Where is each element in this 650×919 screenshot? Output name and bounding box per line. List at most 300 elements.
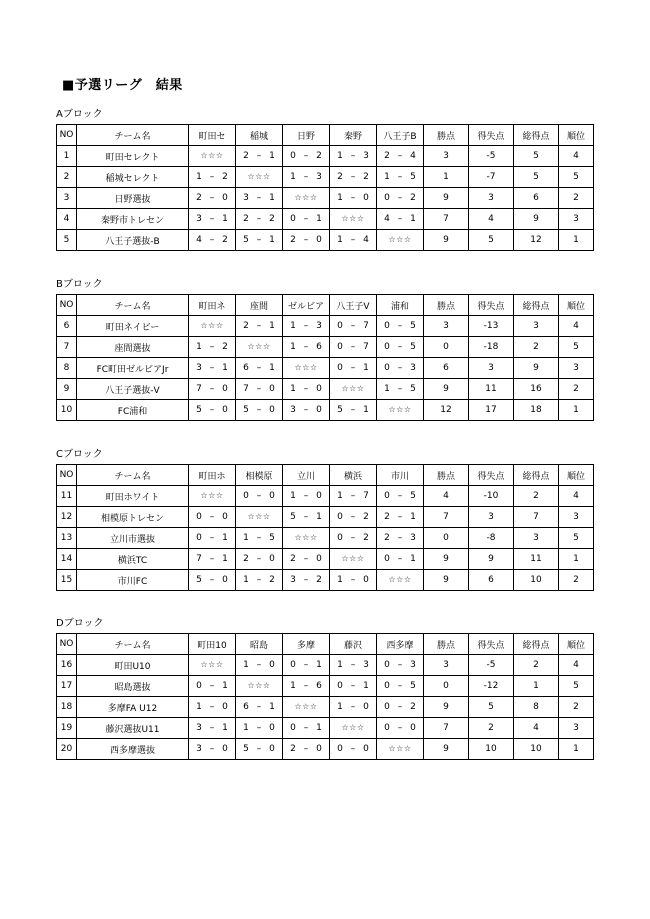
goals-for-cell: 11 — [514, 549, 559, 570]
match-score-cell — [330, 400, 377, 421]
goal-diff-cell: 3 — [469, 358, 514, 379]
header-opponent: 日野 — [283, 125, 330, 146]
header-opponent: 横浜 — [330, 465, 377, 486]
header-opponent: ゼルビア — [283, 295, 330, 316]
score-for: 0 — [384, 681, 390, 691]
rank-cell: 1 — [559, 230, 594, 251]
header-rank: 順位 — [559, 125, 594, 146]
header-points: 勝点 — [424, 125, 469, 146]
match-score-cell — [377, 316, 424, 337]
score-against: 0 — [316, 491, 322, 501]
score-for: 1 — [243, 660, 249, 670]
match-score-cell — [330, 486, 377, 507]
self-match-cell — [377, 570, 424, 591]
goal-diff-cell: 5 — [469, 697, 514, 718]
score-against: 1 — [363, 363, 369, 373]
score-dash: – — [303, 660, 309, 670]
score-for: 6 — [243, 363, 249, 373]
score-for: 1 — [243, 723, 249, 733]
score-against: 0 — [316, 554, 322, 564]
score-for: 1 — [384, 172, 390, 182]
score-for: 2 — [384, 533, 390, 543]
match-score-cell — [236, 209, 283, 230]
header-rank: 順位 — [559, 465, 594, 486]
score-for: 0 — [196, 533, 202, 543]
score-for: 2 — [290, 744, 296, 754]
goal-diff-cell: 4 — [469, 209, 514, 230]
score-for: 1 — [337, 193, 343, 203]
points-cell: 7 — [424, 718, 469, 739]
goal-diff-cell: -5 — [469, 655, 514, 676]
score-for: 0 — [337, 321, 343, 331]
score-against: 2 — [363, 512, 369, 522]
match-score-cell — [236, 379, 283, 400]
team-number: 2 — [57, 167, 77, 188]
team-number: 12 — [57, 507, 77, 528]
goals-for-cell: 2 — [514, 486, 559, 507]
points-cell: 7 — [424, 507, 469, 528]
points-cell: 1 — [424, 167, 469, 188]
team-number: 6 — [57, 316, 77, 337]
self-mark: ☆☆☆ — [200, 321, 224, 330]
points-cell: 0 — [424, 676, 469, 697]
self-match-cell — [377, 230, 424, 251]
header-opponent: 浦和 — [377, 295, 424, 316]
team-name: 市川FC — [77, 570, 189, 591]
points-cell: 0 — [424, 528, 469, 549]
goal-diff-cell: -8 — [469, 528, 514, 549]
team-number: 8 — [57, 358, 77, 379]
header-rank: 順位 — [559, 634, 594, 655]
goals-for-cell: 2 — [514, 655, 559, 676]
points-cell: 9 — [424, 570, 469, 591]
score-against: 0 — [269, 660, 275, 670]
score-for: 3 — [196, 214, 202, 224]
points-cell: 3 — [424, 316, 469, 337]
score-dash: – — [397, 681, 403, 691]
score-for: 2 — [196, 193, 202, 203]
rank-cell: 1 — [559, 549, 594, 570]
score-for: 1 — [290, 321, 296, 331]
score-for: 0 — [384, 491, 390, 501]
score-for: 0 — [337, 744, 343, 754]
score-for: 7 — [243, 384, 249, 394]
score-for: 1 — [337, 660, 343, 670]
score-for: 0 — [290, 151, 296, 161]
header-goal-diff: 得失点 — [469, 465, 514, 486]
score-for: 0 — [337, 342, 343, 352]
goals-for-cell: 5 — [514, 146, 559, 167]
self-match-cell — [189, 146, 236, 167]
self-mark: ☆☆☆ — [200, 151, 224, 160]
score-against: 6 — [316, 681, 322, 691]
score-against: 1 — [222, 533, 228, 543]
score-against: 7 — [363, 321, 369, 331]
score-against: 3 — [316, 321, 322, 331]
score-against: 0 — [363, 575, 369, 585]
table-row — [57, 379, 594, 400]
score-dash: – — [397, 321, 403, 331]
score-against: 2 — [269, 575, 275, 585]
goal-diff-cell: 17 — [469, 400, 514, 421]
match-score-cell — [283, 230, 330, 251]
header-opponent: 相模原 — [236, 465, 283, 486]
match-score-cell — [236, 655, 283, 676]
team-name: 町田ホワイト — [77, 486, 189, 507]
goals-for-cell: 10 — [514, 570, 559, 591]
self-mark: ☆☆☆ — [341, 214, 365, 223]
score-dash: – — [303, 681, 309, 691]
score-against: 2 — [269, 214, 275, 224]
team-name: 町田セレクト — [77, 146, 189, 167]
goal-diff-cell: 3 — [469, 507, 514, 528]
header-opponent: 多摩 — [283, 634, 330, 655]
score-against: 0 — [269, 723, 275, 733]
points-cell: 3 — [424, 655, 469, 676]
score-for: 2 — [243, 554, 249, 564]
score-dash: – — [350, 363, 356, 373]
score-against: 1 — [269, 702, 275, 712]
score-against: 0 — [316, 235, 322, 245]
header-points: 勝点 — [424, 295, 469, 316]
match-score-cell — [236, 486, 283, 507]
score-against: 2 — [222, 172, 228, 182]
team-number: 11 — [57, 486, 77, 507]
score-against: 2 — [222, 235, 228, 245]
score-against: 5 — [410, 172, 416, 182]
goal-diff-cell: -13 — [469, 316, 514, 337]
match-score-cell — [377, 718, 424, 739]
score-against: 0 — [363, 193, 369, 203]
header-no: NO — [57, 295, 77, 316]
header-opponent: 町田ホ — [189, 465, 236, 486]
header-goals-for: 総得点 — [514, 295, 559, 316]
rank-cell: 5 — [559, 528, 594, 549]
score-dash: – — [397, 363, 403, 373]
match-score-cell — [283, 739, 330, 760]
match-score-cell — [283, 209, 330, 230]
match-score-cell — [236, 400, 283, 421]
score-for: 4 — [384, 214, 390, 224]
table-row — [57, 655, 594, 676]
self-match-cell — [330, 209, 377, 230]
rank-cell: 2 — [559, 188, 594, 209]
score-dash: – — [303, 384, 309, 394]
score-for: 0 — [196, 512, 202, 522]
goals-for-cell: 3 — [514, 316, 559, 337]
match-score-cell — [189, 507, 236, 528]
match-score-cell — [283, 718, 330, 739]
score-against: 1 — [222, 554, 228, 564]
header-goal-diff: 得失点 — [469, 634, 514, 655]
match-score-cell — [377, 379, 424, 400]
points-cell: 9 — [424, 739, 469, 760]
score-dash: – — [209, 405, 215, 415]
score-dash: – — [350, 193, 356, 203]
score-against: 2 — [363, 172, 369, 182]
score-for: 0 — [384, 342, 390, 352]
score-for: 2 — [243, 151, 249, 161]
score-against: 1 — [363, 681, 369, 691]
header-opponent: 町田セ — [189, 125, 236, 146]
table-row — [57, 486, 594, 507]
score-for: 1 — [290, 172, 296, 182]
score-for: 3 — [196, 363, 202, 373]
block-section — [56, 617, 593, 760]
score-against: 0 — [269, 744, 275, 754]
match-score-cell — [189, 209, 236, 230]
block-label: Aブロック — [56, 109, 103, 120]
goal-diff-cell: -10 — [469, 486, 514, 507]
score-against: 1 — [363, 405, 369, 415]
score-dash: – — [350, 321, 356, 331]
score-dash: – — [303, 723, 309, 733]
header-opponent: 町田ネ — [189, 295, 236, 316]
points-cell: 12 — [424, 400, 469, 421]
score-for: 0 — [290, 723, 296, 733]
score-for: 0 — [290, 660, 296, 670]
score-for: 7 — [196, 384, 202, 394]
score-for: 3 — [196, 723, 202, 733]
score-dash: – — [350, 512, 356, 522]
team-number: 14 — [57, 549, 77, 570]
self-mark: ☆☆☆ — [200, 491, 224, 500]
score-for: 2 — [243, 214, 249, 224]
score-dash: – — [256, 554, 262, 564]
team-name: 西多摩選抜 — [77, 739, 189, 760]
self-mark: ☆☆☆ — [294, 702, 318, 711]
match-score-cell — [377, 655, 424, 676]
points-cell: 9 — [424, 697, 469, 718]
team-name: 立川市選抜 — [77, 528, 189, 549]
team-name: FC町田ゼルビアJr — [77, 358, 189, 379]
score-dash: – — [350, 575, 356, 585]
score-dash: – — [303, 512, 309, 522]
points-cell: 6 — [424, 358, 469, 379]
goal-diff-cell: -5 — [469, 146, 514, 167]
match-score-cell — [377, 507, 424, 528]
match-score-cell — [330, 146, 377, 167]
score-against: 0 — [222, 405, 228, 415]
match-score-cell — [283, 167, 330, 188]
score-dash: – — [209, 512, 215, 522]
score-against: 0 — [269, 405, 275, 415]
match-score-cell — [189, 188, 236, 209]
goal-diff-cell: 3 — [469, 188, 514, 209]
score-dash: – — [303, 321, 309, 331]
score-for: 5 — [196, 575, 202, 585]
score-against: 5 — [410, 321, 416, 331]
header-team: チーム名 — [77, 295, 189, 316]
score-for: 2 — [337, 172, 343, 182]
self-match-cell — [330, 379, 377, 400]
header-opponent: 藤沢 — [330, 634, 377, 655]
header-row — [57, 295, 594, 316]
score-for: 1 — [196, 172, 202, 182]
rank-cell: 3 — [559, 358, 594, 379]
header-goals-for: 総得点 — [514, 125, 559, 146]
team-name: 稲城セレクト — [77, 167, 189, 188]
match-score-cell — [377, 167, 424, 188]
score-for: 1 — [196, 342, 202, 352]
score-dash: – — [256, 151, 262, 161]
score-dash: – — [397, 660, 403, 670]
rank-cell: 5 — [559, 337, 594, 358]
header-team: チーム名 — [77, 634, 189, 655]
team-name: 座間選抜 — [77, 337, 189, 358]
goal-diff-cell: -18 — [469, 337, 514, 358]
match-score-cell — [377, 337, 424, 358]
rank-cell: 4 — [559, 655, 594, 676]
self-match-cell — [189, 486, 236, 507]
score-dash: – — [256, 405, 262, 415]
header-row — [57, 634, 594, 655]
table-row — [57, 358, 594, 379]
score-against: 1 — [410, 554, 416, 564]
score-dash: – — [209, 533, 215, 543]
points-cell: 7 — [424, 209, 469, 230]
score-against: 1 — [269, 363, 275, 373]
header-goals-for: 総得点 — [514, 465, 559, 486]
self-mark: ☆☆☆ — [341, 554, 365, 563]
match-score-cell — [330, 188, 377, 209]
score-for: 5 — [196, 405, 202, 415]
team-name: 藤沢選抜U11 — [77, 718, 189, 739]
match-score-cell — [283, 379, 330, 400]
score-dash: – — [397, 512, 403, 522]
score-against: 1 — [269, 151, 275, 161]
team-name: 昭島選抜 — [77, 676, 189, 697]
score-dash: – — [256, 363, 262, 373]
match-score-cell — [330, 570, 377, 591]
self-match-cell — [377, 400, 424, 421]
header-points: 勝点 — [424, 634, 469, 655]
header-no: NO — [57, 465, 77, 486]
score-for: 1 — [290, 491, 296, 501]
score-against: 3 — [410, 363, 416, 373]
score-dash: – — [350, 151, 356, 161]
score-against: 0 — [222, 512, 228, 522]
goal-diff-cell: 9 — [469, 549, 514, 570]
match-score-cell — [189, 739, 236, 760]
score-dash: – — [350, 235, 356, 245]
match-score-cell — [283, 486, 330, 507]
points-cell: 9 — [424, 230, 469, 251]
score-against: 7 — [363, 491, 369, 501]
match-score-cell — [236, 230, 283, 251]
match-score-cell — [283, 316, 330, 337]
team-number: 4 — [57, 209, 77, 230]
points-cell: 9 — [424, 379, 469, 400]
match-score-cell — [283, 655, 330, 676]
goal-diff-cell: -7 — [469, 167, 514, 188]
score-against: 3 — [410, 533, 416, 543]
goals-for-cell: 12 — [514, 230, 559, 251]
header-opponent: 八王子V — [330, 295, 377, 316]
header-points: 勝点 — [424, 465, 469, 486]
score-dash: – — [303, 342, 309, 352]
score-against: 5 — [269, 533, 275, 543]
score-against: 0 — [316, 744, 322, 754]
score-against: 5 — [410, 681, 416, 691]
self-mark: ☆☆☆ — [200, 660, 224, 669]
table-row — [57, 400, 594, 421]
block-label: Dブロック — [56, 618, 104, 629]
score-dash: – — [397, 214, 403, 224]
match-score-cell — [283, 507, 330, 528]
goals-for-cell: 9 — [514, 358, 559, 379]
score-against: 2 — [410, 702, 416, 712]
score-for: 2 — [290, 235, 296, 245]
match-score-cell — [330, 676, 377, 697]
match-score-cell — [330, 358, 377, 379]
score-against: 0 — [410, 723, 416, 733]
score-against: 5 — [410, 491, 416, 501]
score-for: 0 — [384, 554, 390, 564]
self-mark: ☆☆☆ — [388, 405, 412, 414]
score-for: 1 — [337, 575, 343, 585]
score-for: 0 — [337, 681, 343, 691]
points-cell: 9 — [424, 188, 469, 209]
rank-cell: 3 — [559, 507, 594, 528]
block-label: Bブロック — [56, 279, 103, 290]
score-against: 0 — [363, 744, 369, 754]
rank-cell: 5 — [559, 676, 594, 697]
score-for: 3 — [243, 193, 249, 203]
self-mark: ☆☆☆ — [294, 533, 318, 542]
score-dash: – — [209, 342, 215, 352]
results-table — [56, 124, 594, 251]
table-row — [57, 718, 594, 739]
score-for: 1 — [290, 384, 296, 394]
match-score-cell — [377, 486, 424, 507]
score-against: 1 — [222, 681, 228, 691]
match-score-cell — [330, 655, 377, 676]
match-score-cell — [189, 400, 236, 421]
match-score-cell — [189, 337, 236, 358]
match-score-cell — [236, 739, 283, 760]
goals-for-cell: 8 — [514, 697, 559, 718]
score-for: 3 — [290, 405, 296, 415]
score-against: 5 — [410, 384, 416, 394]
score-against: 1 — [269, 235, 275, 245]
header-opponent: 昭島 — [236, 634, 283, 655]
table-row — [57, 676, 594, 697]
score-against: 0 — [363, 702, 369, 712]
match-score-cell — [330, 697, 377, 718]
match-score-cell — [283, 676, 330, 697]
rank-cell: 4 — [559, 146, 594, 167]
header-opponent: 稲城 — [236, 125, 283, 146]
score-for: 1 — [337, 491, 343, 501]
rank-cell: 4 — [559, 486, 594, 507]
self-match-cell — [283, 528, 330, 549]
score-dash: – — [350, 405, 356, 415]
match-score-cell — [236, 697, 283, 718]
score-dash: – — [256, 491, 262, 501]
goals-for-cell: 2 — [514, 337, 559, 358]
score-dash: – — [303, 554, 309, 564]
score-against: 0 — [269, 384, 275, 394]
self-mark: ☆☆☆ — [247, 681, 271, 690]
self-match-cell — [283, 188, 330, 209]
match-score-cell — [330, 528, 377, 549]
score-against: 1 — [410, 214, 416, 224]
match-score-cell — [236, 718, 283, 739]
score-against: 3 — [410, 660, 416, 670]
header-opponent: 町田10 — [189, 634, 236, 655]
team-name: 秦野市トレセン — [77, 209, 189, 230]
